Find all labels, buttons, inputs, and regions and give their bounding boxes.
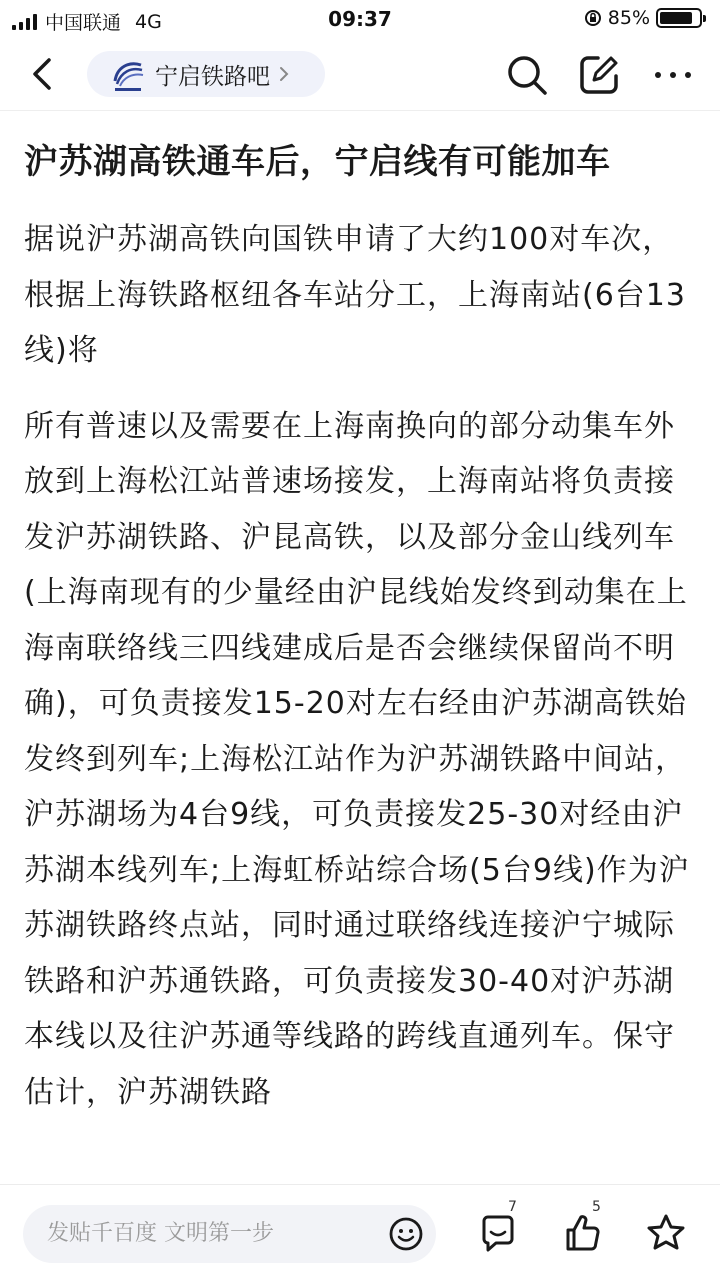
- emoji-icon[interactable]: [388, 1216, 424, 1252]
- comment-icon[interactable]: [476, 1211, 520, 1255]
- like-icon[interactable]: [560, 1211, 604, 1255]
- reply-placeholder: 发贴千百度 文明第一步: [47, 1221, 274, 1246]
- battery-percent: 85%: [607, 7, 650, 29]
- search-icon[interactable]: [504, 52, 550, 98]
- top-nav-bar: [0, 38, 720, 111]
- post-content: [24, 110, 704, 1120]
- battery-fill: [660, 12, 692, 24]
- more-icon[interactable]: [650, 52, 696, 98]
- post-paragraph: 据说沪苏湖高铁向国铁申请了大约100对车次，根据上海铁路枢纽各车站分工，上海南站(6台13线)将: [24, 222, 686, 368]
- favorite-star-icon[interactable]: [644, 1211, 688, 1255]
- post-title: 沪苏湖高铁通车后，宁启线有可能加车: [24, 142, 611, 182]
- post-paragraph: 所有普速以及需要在上海南换向的部分动集车外放到上海松江站普速场接发，上海南站将负责接发沪苏湖铁路、沪昆高铁，以及部分金山线列车(上海南现有的少量经由沪昆线始发终到动集在上海南联络线三四线建成后是否会继续保留尚不明确)，可负责接发15-20对左右经由沪苏湖高铁始发终到列车;上海松江站作为沪苏湖铁路中间站，沪苏湖场为4台9线，可负责接发25-30对经由沪苏湖本线列车;上海虹桥站综合场(5台9线)作为沪苏湖铁路终点站，同时通过联络线连接沪宁城际铁路和沪苏通铁路，可负责接发30-40对沪苏湖本线以及往沪苏通等线路的跨线直通列车。保守估计，沪苏湖铁路: [24, 408, 690, 1110]
- forum-logo-icon: [107, 53, 149, 95]
- chevron-right-icon: [278, 65, 290, 83]
- comment-count: 7: [508, 1199, 517, 1215]
- battery-icon: [656, 8, 702, 28]
- status-time: 09:37: [328, 7, 392, 31]
- network-type: 4G: [135, 10, 162, 33]
- status-bar: [0, 0, 720, 38]
- orientation-lock-icon: [584, 9, 602, 27]
- carrier-name: 中国联通: [45, 12, 122, 34]
- like-count: 5: [592, 1199, 601, 1215]
- forum-name: 宁启铁路吧: [155, 63, 270, 90]
- status-right: [584, 7, 702, 29]
- bottom-action-bar: [0, 1184, 720, 1281]
- back-arrow-icon[interactable]: [22, 52, 66, 96]
- reply-input[interactable]: [23, 1205, 436, 1263]
- forum-link[interactable]: [87, 51, 325, 97]
- edit-icon[interactable]: [576, 52, 622, 98]
